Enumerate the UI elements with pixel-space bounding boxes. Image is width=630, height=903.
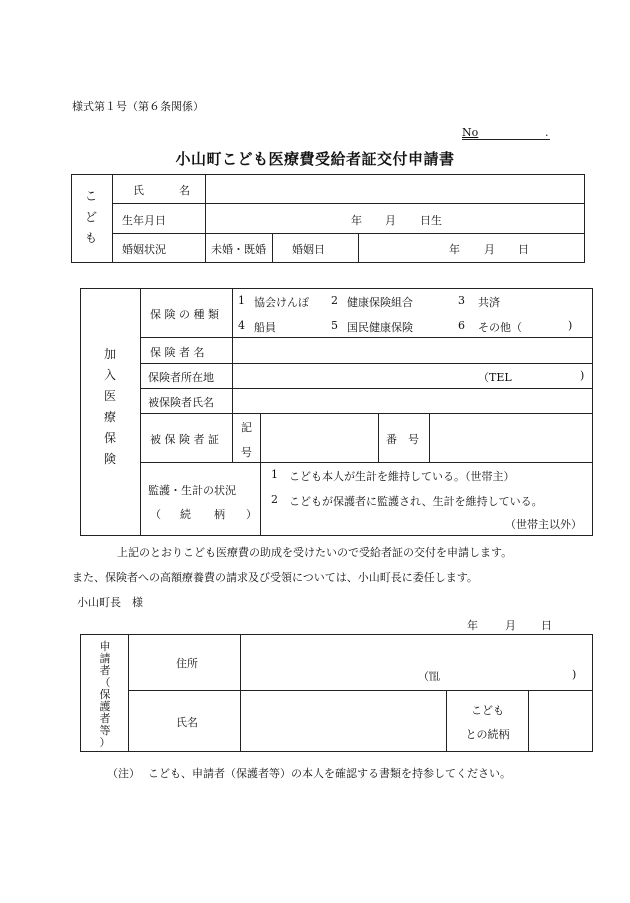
- card-symbol-field[interactable]: [261, 414, 377, 462]
- marriage-date-label: 婚姻日: [292, 243, 325, 256]
- relation-label-line-1: こども: [471, 704, 504, 717]
- guardian-relation-label-a: 続: [180, 508, 191, 521]
- applicant-address-label: 住所: [176, 657, 198, 670]
- guardian-status-label: 監護・生計の状況: [148, 484, 236, 497]
- child-name-field[interactable]: [206, 175, 584, 203]
- guardian-option-1[interactable]: こども本人が生計を維持している。（世帯主）: [289, 470, 515, 483]
- birth-month-unit: 月: [385, 214, 396, 227]
- birth-date-field[interactable]: [206, 204, 584, 232]
- insurance-type-3[interactable]: 共済: [478, 296, 500, 309]
- no-underline: [462, 139, 550, 140]
- page-title: 小山町こども医療費受給者証交付申請書: [175, 150, 455, 168]
- card-number-field[interactable]: [430, 414, 592, 462]
- statement-line-1: 上記のとおりこども医療費の助成を受けたいので受給者証の交付を申請します。: [117, 546, 513, 559]
- insurer-address-label: 保険者所在地: [148, 371, 214, 384]
- date-day-unit: 日: [541, 619, 552, 632]
- guardian-option-2-num: 2: [271, 493, 278, 506]
- insurance-side-label: 加 入 医 療 保 険: [103, 347, 116, 466]
- guardian-option-2-note: （世帯主以外）: [505, 518, 582, 531]
- marriage-month-unit: 月: [484, 243, 495, 256]
- marriage-date-field[interactable]: [359, 234, 584, 262]
- guardian-option-2[interactable]: こどもが保護者に監護され、生計を維持している。: [289, 495, 543, 508]
- card-number-label: 番 号: [386, 433, 419, 446]
- insured-name-field[interactable]: [233, 389, 592, 412]
- applicant-tel-label: （℡: [418, 670, 440, 683]
- insurer-address-field[interactable]: [233, 364, 473, 387]
- marital-status-label: 婚姻状況: [122, 243, 166, 256]
- child-name-label-b: 名: [179, 184, 190, 197]
- insurance-type-4-num: 4: [238, 319, 245, 332]
- applicant-name-label: 氏名: [176, 716, 198, 729]
- marital-status-options[interactable]: 未婚・既婚: [211, 243, 266, 256]
- child-side-label: こ ど も: [84, 189, 97, 245]
- card-symbol-label-a: 記: [241, 421, 252, 434]
- birth-year-unit: 年: [351, 214, 362, 227]
- applicant-side-label: 申 請 者 （ 保 護 者 等 ）: [99, 640, 111, 749]
- insurer-name-label: 保 険 者 名: [150, 346, 205, 359]
- relation-label-line-2: との続柄: [465, 728, 510, 741]
- insurance-type-1[interactable]: 協会けんぽ: [254, 296, 309, 309]
- insurance-type-2[interactable]: 健康保険組合: [347, 296, 413, 309]
- insurance-card-label: 被 保 険 者 証: [150, 433, 219, 446]
- applicant-tel-close: ): [572, 668, 577, 681]
- birth-date-label: 生年月日: [122, 214, 166, 227]
- footnote-text: こども、申請者（保護者等）の本人を確認する書類を持参してください。: [148, 767, 511, 780]
- guardian-relation-close: ）: [246, 508, 257, 521]
- insurance-type-5-num: 5: [331, 319, 338, 332]
- date-month-unit: 月: [505, 619, 516, 632]
- insurance-type-6-close: ): [568, 319, 573, 332]
- insured-name-label: 被保険者氏名: [148, 396, 214, 409]
- child-name-label-a: 氏: [133, 184, 144, 197]
- insurance-type-6[interactable]: その他（: [478, 321, 522, 334]
- insurance-type-3-num: 3: [458, 294, 465, 307]
- guardian-option-1-num: 1: [271, 468, 278, 481]
- footnote-mark: （注）: [107, 767, 140, 780]
- relation-field[interactable]: [529, 691, 591, 750]
- marriage-year-unit: 年: [449, 243, 460, 256]
- insurer-tel-label: （TEL: [478, 371, 512, 384]
- guardian-relation-label-b: 柄: [214, 508, 225, 521]
- form-number: 様式第１号（第６条関係）: [72, 100, 204, 113]
- no-label: No: [462, 126, 479, 139]
- insurance-type-5[interactable]: 国民健康保険: [347, 321, 413, 334]
- marriage-day-unit: 日: [518, 243, 529, 256]
- insurance-type-1-num: 1: [238, 294, 245, 307]
- guardian-relation-open: （: [150, 508, 161, 521]
- insurer-tel-close: ): [580, 369, 585, 382]
- applicant-address-field[interactable]: [241, 635, 592, 665]
- insurance-type-label: 保 険 の 種 類: [150, 308, 219, 321]
- insurance-type-4[interactable]: 船員: [254, 321, 276, 334]
- insurance-type-2-num: 2: [331, 294, 338, 307]
- card-symbol-label-b: 号: [241, 446, 252, 459]
- birth-day-unit: 日生: [420, 214, 442, 227]
- addressee: 小山町長 様: [77, 596, 143, 609]
- applicant-name-field[interactable]: [241, 691, 445, 750]
- insurer-name-field[interactable]: [233, 338, 592, 362]
- insurance-type-6-num: 6: [458, 319, 465, 332]
- statement-line-2: また、保険者への高額療養費の請求及び受領については、小山町長に委任します。: [72, 571, 478, 584]
- no-dot: .: [545, 126, 549, 139]
- date-year-unit: 年: [467, 619, 478, 632]
